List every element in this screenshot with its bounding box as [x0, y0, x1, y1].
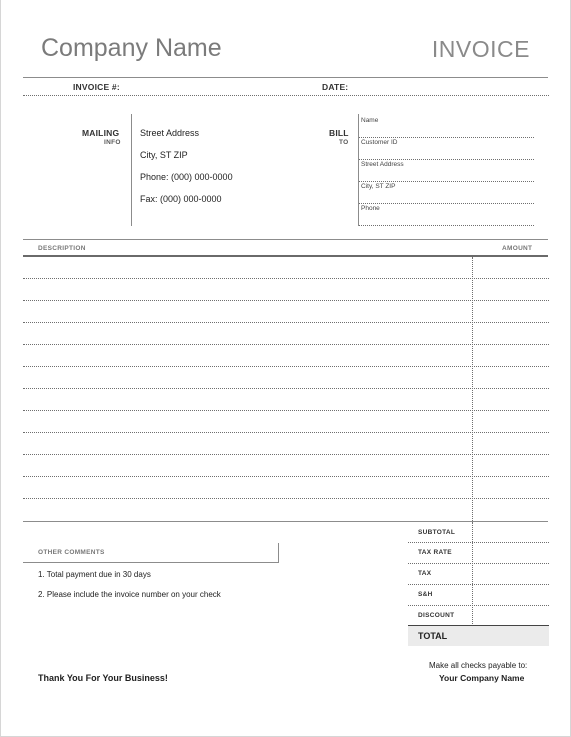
bill-to-divider	[358, 114, 359, 226]
tax-rate-label: TAX RATE	[418, 549, 452, 556]
total-label: TOTAL	[418, 631, 448, 641]
invoice-date-field-line[interactable]	[23, 95, 549, 96]
sh-label: S&H	[418, 591, 433, 598]
bill-to-street-line	[359, 181, 534, 182]
sh-line[interactable]	[408, 605, 549, 606]
company-name[interactable]: Company Name	[41, 34, 222, 62]
item-row-line[interactable]	[23, 498, 549, 499]
payable-company-name[interactable]: Your Company Name	[439, 673, 525, 683]
total-rule	[408, 625, 549, 626]
comments-header: OTHER COMMENTS	[38, 549, 105, 556]
payable-to-text: Make all checks payable to:	[429, 661, 528, 670]
item-row-line[interactable]	[23, 278, 549, 279]
mailing-street[interactable]: Street Address	[140, 128, 200, 138]
item-row-line[interactable]	[23, 410, 549, 411]
tax-label: TAX	[418, 570, 432, 577]
header-divider	[23, 77, 548, 78]
amount-header: AMOUNT	[502, 245, 533, 252]
bill-to-customer-id[interactable]: Customer ID	[361, 139, 398, 146]
subtotal-line[interactable]	[408, 542, 549, 543]
description-header: DESCRIPTION	[38, 245, 86, 252]
mailing-phone[interactable]: Phone: (000) 000-0000	[140, 172, 233, 182]
item-row-line[interactable]	[23, 432, 549, 433]
item-row-line[interactable]	[23, 454, 549, 455]
bill-to-name-line	[359, 137, 534, 138]
invoice-title: INVOICE	[431, 36, 530, 62]
bill-to-city[interactable]: City, ST ZIP	[361, 183, 396, 190]
bill-to-phone[interactable]: Phone	[361, 205, 380, 212]
table-top-divider	[23, 239, 548, 240]
table-bottom-divider	[23, 521, 548, 522]
mailing-fax[interactable]: Fax: (000) 000-0000	[140, 194, 222, 204]
comment-line-2[interactable]: 2. Please include the invoice number on your check	[38, 590, 221, 599]
mailing-city[interactable]: City, ST ZIP	[140, 150, 188, 160]
item-row-line[interactable]	[23, 476, 549, 477]
item-row-line[interactable]	[23, 344, 549, 345]
item-row-line[interactable]	[23, 322, 549, 323]
item-row-line[interactable]	[23, 388, 549, 389]
bill-to-city-line	[359, 203, 534, 204]
amount-column-divider	[472, 257, 473, 521]
tax-line[interactable]	[408, 584, 549, 585]
invoice-number-label: INVOICE #:	[73, 82, 120, 92]
item-row-line[interactable]	[23, 300, 549, 301]
comments-rule	[23, 562, 279, 563]
mailing-divider	[131, 114, 132, 226]
mailing-info-label: INFO	[104, 139, 121, 146]
mailing-label: MAILING	[82, 128, 120, 138]
item-row-line[interactable]	[23, 366, 549, 367]
bill-to-customer-id-line	[359, 159, 534, 160]
bill-to-name[interactable]: Name	[361, 117, 379, 124]
discount-label: DISCOUNT	[418, 612, 455, 619]
table-header-rule	[23, 255, 548, 257]
thank-you-message: Thank You For Your Business!	[38, 673, 168, 683]
bill-to-label: TO	[339, 139, 349, 146]
bill-to-phone-line	[359, 225, 534, 226]
date-label: DATE:	[322, 82, 349, 92]
bill-label: BILL	[329, 128, 349, 138]
tax-rate-line[interactable]	[408, 563, 549, 564]
comment-line-1[interactable]: 1. Total payment due in 30 days	[38, 570, 151, 579]
comments-box-edge	[278, 543, 279, 563]
subtotal-label: SUBTOTAL	[418, 529, 456, 536]
bill-to-street[interactable]: Street Address	[361, 161, 404, 168]
